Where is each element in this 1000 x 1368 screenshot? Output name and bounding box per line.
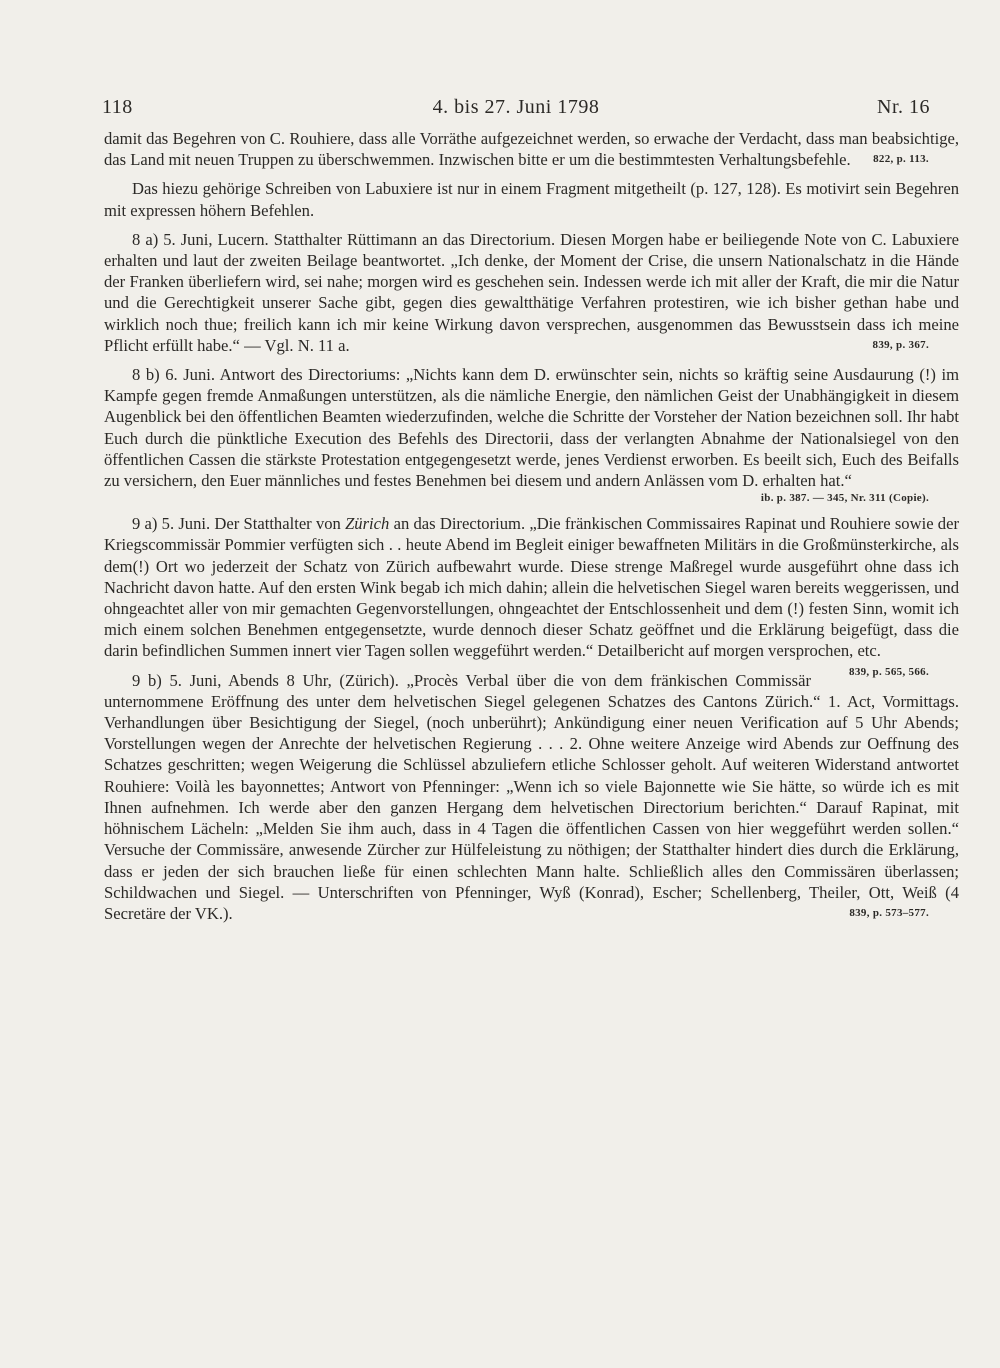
document-number: Nr. 16 bbox=[877, 96, 930, 118]
paragraph-1-text: damit das Begehren von C. Rouhiere, dass alle Vorräthe aufgezeichnet werden, so erwache der Verdacht, dass man beabsichtige, das Land mit neuen Truppen zu überschwemmen. Inzwischen bitte er um die bestimmtesten Verhaltungsbefehle. bbox=[104, 129, 959, 170]
paragraph-1 bbox=[104, 128, 959, 170]
paragraph-8b-text: 8 b) 6. Juni. Antwort des Directoriums: „Nichts kann dem D. erwünschter sein, nichts so kräftig seine Ausdaurung (!) im Kampfe gegen fremde Anmaßungen unterstützen, als die nämliche Energie, den nämlichen Geist der Unabhängigkeit in diesem Augenblick bei den öffentlichen Beamten wiederzufinden, welche die Schritte der Vorsteher der Nation bezeichnen soll. Ihr habt Euch durch die pünktliche Execution des Befehls des Directorii, dass der verlangten Abnahme der Nationalsiegel von den öffentlichen Cassen die stärkste Protestation entgegengesetzt werde, jenes Verdienst erworben. Es beeilt sich, Euch des Beifalls zu versichern, den Euer männliches und festes Benehmen bei diesem und andern Anlässen vom D. erhalten hat.“ bbox=[104, 365, 959, 491]
paragraph-9a-text-after: an das Directorium. „Die fränkischen Commissaires Rapinat und Rouhiere sowie der Kriegscommissär Pommier verfügten sich . . heute Abend im Begleit einiger bewaffneten Militärs in die Großmünsterkirche, als dem(!) Ort wo jederzeit der Schatz von Zürich aufbewahrt wurde. Diese strenge Maßregel wurde ausgeführt ohne dass ich Nachricht davon hatte. Auf den ersten Wink begab ich mich dahin; allein die helvetischen Siegel waren bereits weggerissen, und ohngeachtet aller von mir gemachten Gegenvorstellungen, ohngeachtet der Entschlossenheit und dem (!) festen Sinn, womit ich mich einem solchen Benehmen entgegensetzte, wurde dennoch dieser Schatz geöffnet und die Erklärung beigefügt, dass die darin befindlichen Summen innert vier Tagen sollen weggeführt werden.“ Detailbericht auf morgen versprochen, etc. bbox=[104, 514, 959, 661]
paragraph-9b-reference: 839, p. 573–577. bbox=[849, 906, 929, 919]
paragraph-9a-reference: 839, p. 565, 566. bbox=[849, 665, 929, 678]
paragraph-9a-place: Zürich bbox=[345, 514, 390, 534]
paragraph-9a-text-before: 9 a) 5. Juni. Der Statthalter von bbox=[132, 514, 346, 534]
paragraph-9a bbox=[104, 513, 959, 678]
paragraph-9b-text: 9 b) 5. Juni, Abends 8 Uhr, (Zürich). „Procès Verbal über die von dem fränkischen Commissär unternommene Eröffnung des unter dem helvetischen Siegel gelegenen Schatzes des Cantons Zürich.“ 1. Act, Vormittags. Verhandlungen über Besichtigung der Siegel, (noch unberührt); Ankündigung einer neuen Verification auf 5 Uhr Abends; Vorstellungen wegen der Anrechte der helvetischen Regierung . . . 2. Ohne weitere Anzeige wird Abends zur Oeffnung des Schatzes geschritten; wegen Weigerung die Schlüssel abzuliefern etliche Schlosser geholt. Auf weiteren Widerstand antwortet Rouhiere: Voilà les bayonnettes; Antwort von Pfenninger: „Wenn ich so viele Bajonnette wie Sie hätte, so würde ich es mit Ihnen aufnehmen. Ich werde aber den ganzen Hergang dem helvetischen Directorium berichten.“ Darauf Rapinat, mit höhnischem Lächeln: „Melden Sie ihm auch, dass in 4 Tagen die öffentlichen Cassen von hier weggeführt werden sollen.“ Versuche der Commissäre, anwesende Zürcher zur Hülfeleistung zu nöthigen; der Statthalter hindert dies durch die Erklärung, dass er jeden der sich brauchen ließe für einen schlechten Mann halte. Schließlich alles den Commissären überlassen; Schildwachen und Siegel. — Unterschriften von Pfenninger, Wyß (Konrad), Escher; Schellenberg, Theiler, Ott, Weiß (4 Secretäre der VK.). bbox=[104, 670, 959, 923]
running-title: 4. bis 27. Juni 1798 bbox=[432, 96, 600, 118]
page-number: 118 bbox=[102, 96, 133, 118]
page-header bbox=[102, 96, 930, 122]
paragraph-8b bbox=[104, 364, 959, 491]
page-body bbox=[104, 128, 959, 924]
paragraph-9b bbox=[104, 670, 959, 924]
paragraph-1-reference: 822, p. 113. bbox=[873, 153, 929, 166]
paragraph-8a-reference: 839, p. 367. bbox=[872, 338, 929, 351]
paragraph-8a bbox=[104, 229, 959, 356]
paragraph-2 bbox=[104, 178, 959, 220]
paragraph-8b-reference: ib. p. 387. — 345, Nr. 311 (Copie). bbox=[760, 492, 929, 505]
paragraph-2-text: Das hiezu gehörige Schreiben von Labuxiere ist nur in einem Fragment mitgetheilt (p. 127, 128). Es motivirt sein Begehren mit expressen höhern Befehlen. bbox=[104, 179, 959, 220]
paragraph-8a-text: 8 a) 5. Juni, Lucern. Statthalter Rüttimann an das Directorium. Diesen Morgen habe er beiliegende Note von C. Labuxiere erhalten und laut der zweiten Beilage beantwortet. „Ich denke, der Moment der Crise, die unsern Nationalschatz in die Hände der Franken überliefern wird, sei nahe; morgen wird es geschehen sein. Indessen werde ich mit aller der Kraft, die mir die Natur und die Gerechtigkeit unserer Sache gibt, gegen dies gewaltthätige Verfahren protestiren, wie ich bisher gethan habe und wirklich noch thue; freilich kann ich mir keine Wirkung davon versprechen, ausgenommen das Bewusstsein dass ich meine Pflicht erfüllt habe.“ — Vgl. N. 11 a. bbox=[104, 229, 959, 355]
